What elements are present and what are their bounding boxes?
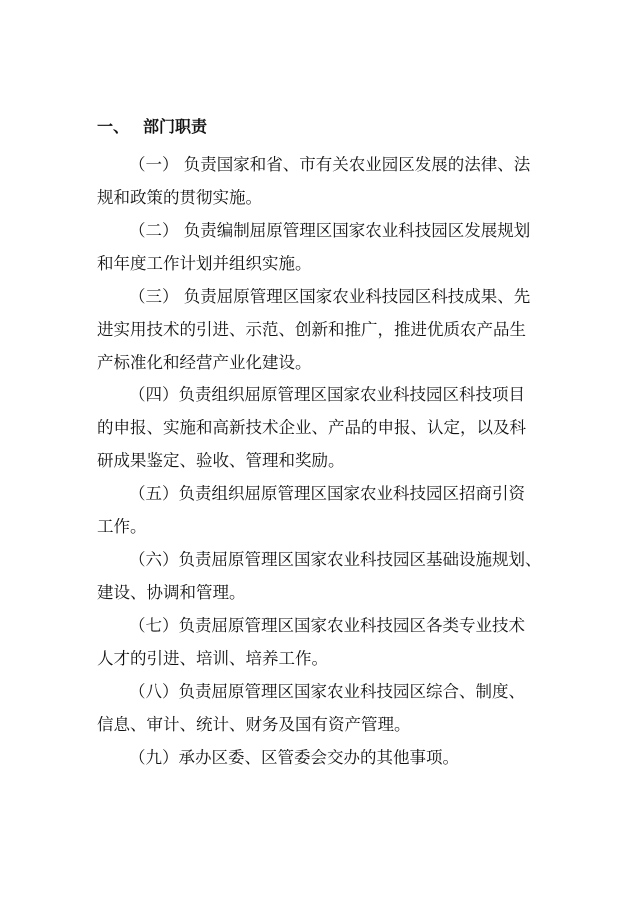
item-line: （九）承办区委、区管委会交办的其他事项。 xyxy=(129,748,459,767)
item-line: 人才的引进、培训、培养工作。 xyxy=(97,649,328,668)
section-title: 部门职责 xyxy=(143,117,208,136)
item-line: 建设、协调和管理。 xyxy=(97,583,246,602)
duty-item-6 xyxy=(97,543,542,609)
item-line: 进实用技术的引进、示范、创新和推广，推进优质农产品生 xyxy=(97,320,526,339)
duty-item-2 xyxy=(97,214,542,280)
item-line: 规和政策的贯彻实施。 xyxy=(97,188,262,207)
item-line: 的申报、实施和高新技术企业、产品的申报、认定，以及科 xyxy=(97,418,526,437)
item-line: （五）负责组织屈原管理区国家农业科技园区招商引资 xyxy=(129,484,525,503)
duty-item-9 xyxy=(97,741,542,774)
duty-item-4 xyxy=(97,378,542,477)
item-line: 产标准化和经营产业化建设。 xyxy=(97,353,312,372)
item-line: （八）负责屈原管理区国家农业科技园区综合、制度、 xyxy=(129,682,525,701)
item-line: （三） 负责屈原管理区国家农业科技园区科技成果、先 xyxy=(129,287,531,306)
item-line: 工作。 xyxy=(97,517,147,536)
duty-item-3 xyxy=(97,280,542,379)
item-line: （四）负责组织屈原管理区国家农业科技园区科技项目 xyxy=(129,385,525,404)
item-line: 和年度工作计划并组织实施。 xyxy=(97,254,312,273)
duty-item-5 xyxy=(97,477,542,543)
item-line: 信息、审计、统计、财务及国有资产管理。 xyxy=(97,715,411,734)
item-line: 研成果鉴定、验收、管理和奖励。 xyxy=(97,451,345,470)
item-line: （七）负责屈原管理区国家农业科技园区各类专业技术 xyxy=(129,616,525,635)
duty-item-8 xyxy=(97,675,542,741)
duty-item-7 xyxy=(97,609,542,675)
item-line: （六）负责屈原管理区国家农业科技园区基础设施规划、 xyxy=(129,550,542,569)
item-line: （二） 负责编制屈原管理区国家农业科技园区发展规划 xyxy=(129,221,531,240)
section-number: 一、 xyxy=(97,117,130,136)
item-line: （一） 负责国家和省、市有关农业园区发展的法律、法 xyxy=(129,155,531,174)
section-heading xyxy=(97,116,207,138)
duty-item-1 xyxy=(97,148,542,214)
